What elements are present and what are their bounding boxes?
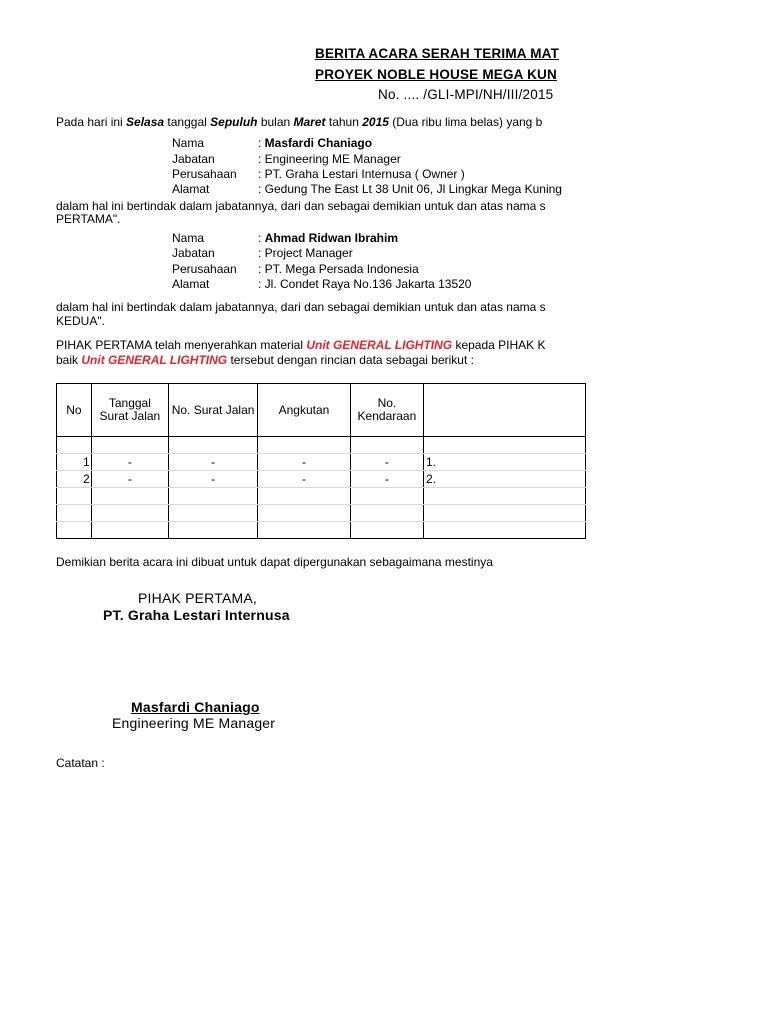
- intro-text: Pada hari ini: [56, 115, 127, 129]
- signature-party: PIHAK PERTAMA,: [138, 590, 257, 606]
- header-item: [423, 384, 585, 437]
- row-tanggal: -: [91, 471, 168, 488]
- party1-perusahaan: PT. Graha Lestari Internusa ( Owner ): [264, 167, 465, 181]
- handover-line2: [56, 353, 474, 367]
- handover-text: tersebut dengan rincian data sebagai berikut :: [227, 353, 474, 367]
- party2-perusahaan-label: Perusahaan: [172, 262, 237, 276]
- table-row: [57, 454, 586, 471]
- signature-company: PT. Graha Lestari Internusa: [103, 607, 290, 623]
- party2-perusahaan: PT. Mega Persada Indonesia: [264, 262, 419, 276]
- handover-text: PIHAK PERTAMA telah menyerahkan material: [56, 338, 307, 352]
- handover-material: Unit GENERAL LIGHTING: [81, 353, 228, 367]
- header-tanggal: [91, 384, 168, 437]
- closing-sentence: Demikian berita acara ini dibuat untuk dapat dipergunakan sebagaimana mestinya: [56, 555, 493, 569]
- row-no: 1: [57, 454, 92, 471]
- row-item: 1.: [423, 454, 585, 471]
- intro-day: Selasa: [126, 115, 165, 129]
- table-header-row: [57, 384, 586, 437]
- header-no: No: [57, 384, 92, 437]
- handover-line1: [56, 338, 546, 352]
- party2-nama: Ahmad Ridwan Ibrahim: [264, 231, 399, 245]
- row-angkutan: -: [258, 454, 351, 471]
- party1-perusahaan-label: Perusahaan: [172, 167, 237, 181]
- intro-month: Maret: [293, 115, 326, 129]
- party2-alamat: Jl. Condet Raya No.136 Jakarta 13520: [264, 277, 472, 291]
- row-kendaraan: -: [350, 471, 423, 488]
- handover-text: kepada PIHAK K: [452, 338, 546, 352]
- row-surat: -: [169, 471, 258, 488]
- party2-jabatan-label: Jabatan: [172, 246, 215, 260]
- intro-text: tanggal: [164, 115, 211, 129]
- document-title-line2: PROYEK NOBLE HOUSE MEGA KUN: [315, 67, 557, 82]
- intro-sentence: [56, 115, 542, 129]
- signature-position: Engineering ME Manager: [112, 715, 276, 731]
- catatan-label: Catatan :: [56, 756, 105, 770]
- row-no: 2: [57, 471, 92, 488]
- document-number: No. .... /GLI-MPI/NH/III/2015: [378, 87, 554, 102]
- party1-perusahaan-value: : PT. Graha Lestari Internusa ( Owner ): [258, 167, 465, 181]
- party2-note-line2: KEDUA".: [56, 314, 105, 328]
- intro-text: (Dua ribu lima belas) yang b: [388, 115, 543, 129]
- party1-note-line1: dalam hal ini bertindak dalam jabatannya, dari dan sebagai demikian untuk dan atas nama s: [56, 199, 546, 213]
- party1-jabatan-value: : Engineering ME Manager: [258, 152, 401, 166]
- party2-jabatan-value: : Project Manager: [258, 246, 353, 260]
- party2-alamat-value: : Jl. Condet Raya No.136 Jakarta 13520: [258, 277, 472, 291]
- intro-date: Sepuluh: [210, 115, 258, 129]
- row-angkutan: -: [258, 471, 351, 488]
- header-angkutan: Angkutan: [258, 384, 351, 437]
- delivery-table: [56, 383, 586, 539]
- party1-alamat: Gedung The East Lt 38 Unit 06, Jl Lingkar Mega Kuning: [264, 182, 562, 196]
- party2-jabatan: Project Manager: [264, 246, 353, 260]
- party2-nama-value: : Ahmad Ridwan Ibrahim: [258, 231, 399, 245]
- handover-material: Unit GENERAL LIGHTING: [306, 338, 453, 352]
- party1-nama-value: : Masfardi Chaniago: [258, 136, 373, 150]
- table-row: [57, 505, 586, 522]
- party2-alamat-label: Alamat: [172, 277, 210, 291]
- header-tanggal-line1: Tanggal: [108, 396, 151, 410]
- table-row: [57, 488, 586, 505]
- row-item: 2.: [423, 471, 585, 488]
- header-kendaraan: [350, 384, 423, 437]
- party1-jabatan: Engineering ME Manager: [264, 152, 401, 166]
- party1-jabatan-label: Jabatan: [172, 152, 215, 166]
- party1-note-line2: PERTAMA".: [56, 212, 121, 226]
- handover-text: baik: [56, 353, 82, 367]
- header-kendaraan-line2: Kendaraan: [357, 409, 417, 423]
- party1-nama-label: Nama: [172, 136, 205, 150]
- table-row: [57, 471, 586, 488]
- document-title-line1: BERITA ACARA SERAH TERIMA MAT: [315, 46, 560, 61]
- row-surat: -: [169, 454, 258, 471]
- party2-note-line1: dalam hal ini bertindak dalam jabatannya, dari dan sebagai demikian untuk dan atas nama s: [56, 300, 546, 314]
- row-kendaraan: -: [350, 454, 423, 471]
- party2-perusahaan-value: : PT. Mega Persada Indonesia: [258, 262, 419, 276]
- intro-text: tahun: [325, 115, 363, 129]
- header-tanggal-line2: Surat Jalan: [99, 409, 161, 423]
- party1-nama: Masfardi Chaniago: [264, 136, 373, 150]
- party2-nama-label: Nama: [172, 231, 205, 245]
- intro-text: bulan: [257, 115, 294, 129]
- party1-alamat-value: : Gedung The East Lt 38 Unit 06, Jl Lingkar Mega Kuning: [258, 182, 562, 196]
- row-tanggal: -: [91, 454, 168, 471]
- table-row: [57, 522, 586, 539]
- table-row: [57, 437, 586, 454]
- header-no-surat: No. Surat Jalan: [169, 384, 258, 437]
- signature-name: Masfardi Chaniago: [131, 699, 260, 715]
- party1-alamat-label: Alamat: [172, 182, 210, 196]
- intro-year: 2015: [362, 115, 389, 129]
- header-kendaraan-line1: No.: [377, 396, 397, 410]
